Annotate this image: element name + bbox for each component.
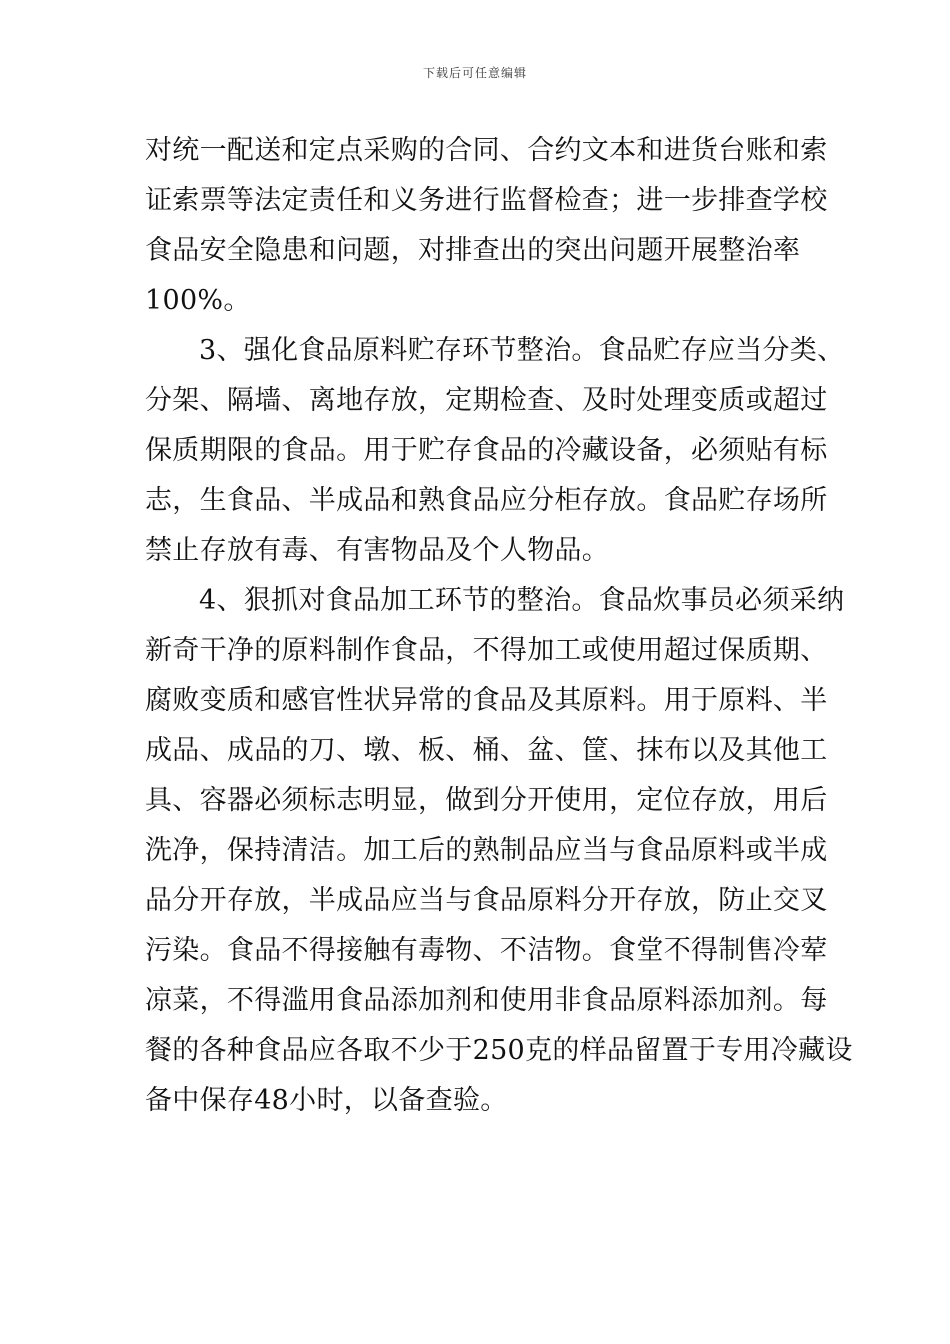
text-line: 对统一配送和定点采购的合同、合约文本和进货台账和索 xyxy=(145,135,828,166)
paragraph-3-start: 3、强化食品原料贮存环节整治。食品贮存应当分类、 xyxy=(199,335,845,366)
document-body xyxy=(145,126,853,1126)
text-line: 备中保存48小时，以备查验。 xyxy=(145,1085,508,1116)
text-line: 洗净，保持清洁。加工后的熟制品应当与食品原料或半成 xyxy=(145,835,828,866)
text-line: 证索票等法定责任和义务进行监督检查；进一步排查学校 xyxy=(145,185,828,216)
text-line: 餐的各种食品应各取不少于250克的样品留置于专用冷藏设 xyxy=(145,1035,853,1066)
text-line: 具、容器必须标志明显，做到分开使用，定位存放，用后 xyxy=(145,785,828,816)
text-line: 食品安全隐患和问题，对排查出的突出问题开展整治率 xyxy=(145,235,801,266)
text-line: 禁止存放有毒、有害物品及个人物品。 xyxy=(145,535,610,566)
text-line: 100%。 xyxy=(145,285,251,316)
text-line: 成品、成品的刀、墩、板、桶、盆、筐、抹布以及其他工 xyxy=(145,735,828,766)
text-line: 新奇干净的原料制作食品，不得加工或使用超过保质期、 xyxy=(145,635,828,666)
text-line: 保质期限的食品。用于贮存食品的冷藏设备，必须贴有标 xyxy=(145,435,828,466)
text-line: 品分开存放，半成品应当与食品原料分开存放，防止交叉 xyxy=(145,885,828,916)
text-line: 志，生食品、半成品和熟食品应分柜存放。食品贮存场所 xyxy=(145,485,828,516)
text-line: 腐败变质和感官性状异常的食品及其原料。用于原料、半 xyxy=(145,685,828,716)
paragraph-4-start: 4、狠抓对食品加工环节的整治。食品炊事员必须采纳 xyxy=(199,585,845,616)
text-line: 污染。食品不得接触有毒物、不洁物。食堂不得制售冷荤 xyxy=(145,935,828,966)
text-line: 分架、隔墙、离地存放，定期检查、及时处理变质或超过 xyxy=(145,385,828,416)
page-header-note: 下载后可任意编辑 xyxy=(422,66,527,80)
text-line: 凉菜，不得滥用食品添加剂和使用非食品原料添加剂。每 xyxy=(145,985,828,1016)
